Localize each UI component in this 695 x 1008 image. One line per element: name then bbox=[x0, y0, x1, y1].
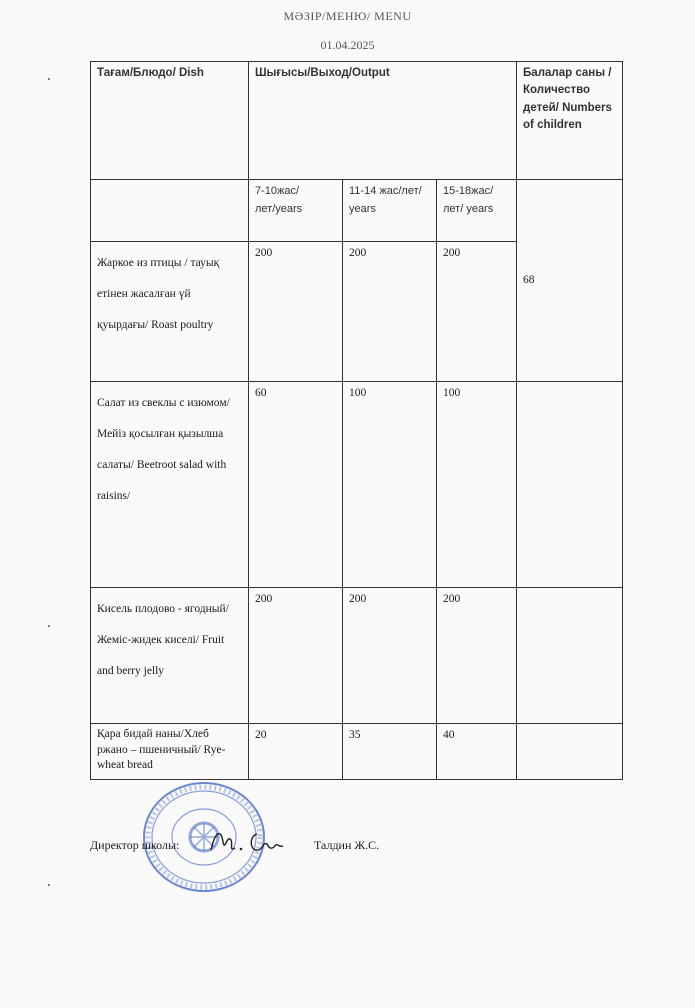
director-signature-icon bbox=[205, 822, 305, 862]
menu-date: 01.04.2025 bbox=[320, 38, 375, 52]
dish-name: Салат из свеклы с изюмом/ Мейіз қосылған қызылша салаты/ Beetroot salad with raisins/ bbox=[91, 382, 249, 588]
output-11-14: 200 bbox=[343, 588, 437, 724]
output-7-10: 200 bbox=[249, 588, 343, 724]
age-group-15-18: 15-18жас/лет/ years bbox=[437, 180, 517, 242]
age-group-7-10: 7-10жас/лет/years bbox=[249, 180, 343, 242]
column-header-dish: Тағам/Блюдо/ Dish bbox=[91, 62, 249, 180]
blank-cell bbox=[517, 382, 623, 588]
output-15-18: 100 bbox=[437, 382, 517, 588]
dish-name: Жаркое из птицы / тауық етінен жасалған үй қуырдағы/ Roast poultry bbox=[91, 242, 249, 382]
output-15-18: 200 bbox=[437, 588, 517, 724]
age-group-11-14: 11-14 жас/лет/ years bbox=[343, 180, 437, 242]
director-name: Талдин Ж.С. bbox=[314, 838, 380, 852]
column-header-children: Балалар саны /Количество детей/ Numbers of children bbox=[517, 62, 623, 180]
table-header-row bbox=[91, 62, 623, 180]
dish-name: Қара бидай наны/Хлеб ржано – пшеничный/ Rye-wheat bread bbox=[91, 724, 249, 780]
scan-dot bbox=[48, 625, 50, 627]
dish-name: Кисель плодово - ягодный/ Жеміс-жидек киселі/ Fruit and berry jelly bbox=[91, 588, 249, 724]
output-11-14: 100 bbox=[343, 382, 437, 588]
output-11-14: 200 bbox=[343, 242, 437, 382]
column-header-output: Шығысы/Выход/Output bbox=[249, 62, 517, 180]
director-label: Директор школы: bbox=[90, 838, 180, 852]
age-group-row bbox=[91, 180, 623, 242]
output-7-10: 200 bbox=[249, 242, 343, 382]
output-11-14: 35 bbox=[343, 724, 437, 780]
table-row bbox=[91, 588, 623, 724]
output-15-18: 200 bbox=[437, 242, 517, 382]
menu-table bbox=[90, 61, 623, 780]
scan-dot bbox=[48, 884, 50, 886]
page-title: МӘЗІР/МЕНЮ/ MENU bbox=[283, 9, 412, 23]
blank-cell bbox=[91, 180, 249, 242]
blank-cell bbox=[517, 588, 623, 724]
output-7-10: 20 bbox=[249, 724, 343, 780]
output-15-18: 40 bbox=[437, 724, 517, 780]
scan-dot bbox=[48, 78, 50, 80]
children-count: 68 bbox=[517, 180, 623, 382]
output-7-10: 60 bbox=[249, 382, 343, 588]
table-row bbox=[91, 382, 623, 588]
blank-cell bbox=[517, 724, 623, 780]
table-row bbox=[91, 724, 623, 780]
